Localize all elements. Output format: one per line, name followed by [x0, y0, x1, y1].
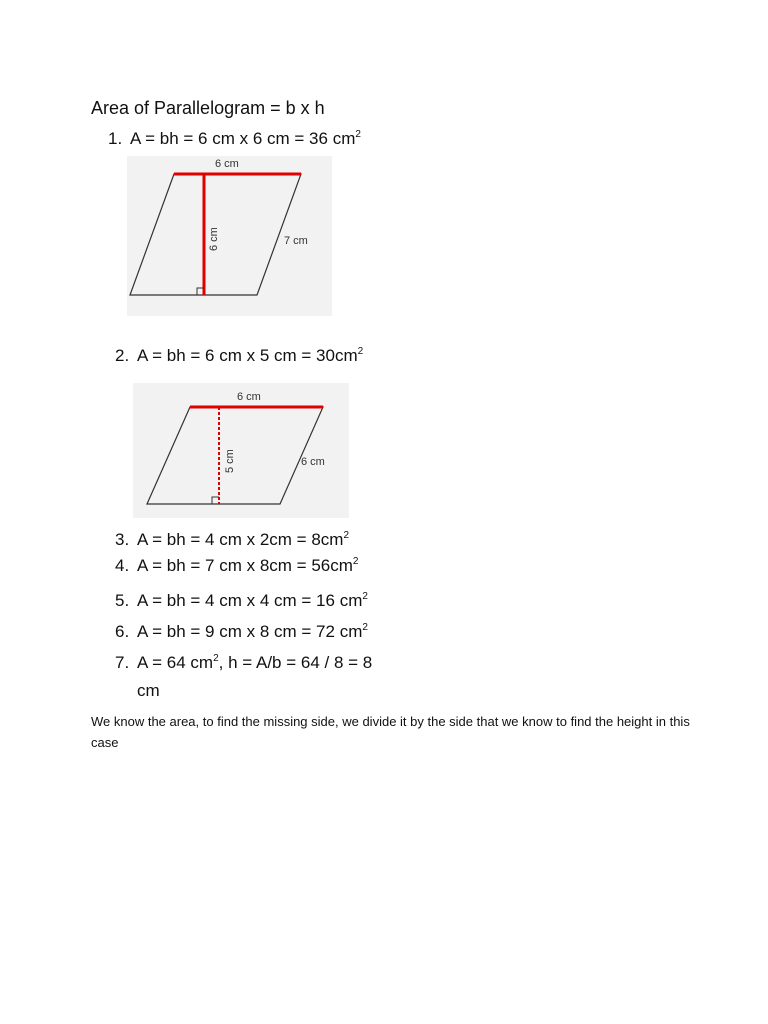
- problem-text: A = bh = 9 cm x 8 cm = 72 cm: [137, 622, 363, 641]
- exponent: 2: [362, 622, 368, 633]
- exponent: 2: [357, 346, 364, 357]
- page-title: Area of Parallelogram = b x h: [91, 98, 325, 118]
- problem-7-wrap: cm: [137, 681, 160, 700]
- problem-number: 7.: [115, 653, 130, 672]
- exponent: 2: [355, 129, 361, 140]
- problem-5: [115, 590, 368, 612]
- problem-text: A = 64 cm: [137, 653, 214, 672]
- problem-text: A = bh = 6 cm x 5 cm = 30cm: [137, 346, 358, 365]
- exponent: 2: [343, 530, 350, 541]
- side-label: 7 cm: [284, 235, 308, 247]
- side-label: 6 cm: [301, 456, 325, 468]
- exponent: 2: [213, 653, 219, 664]
- base-label: 6 cm: [215, 158, 239, 170]
- problem-number: 1.: [108, 129, 123, 148]
- problem-text-continued: , h = A/b = 64 / 8 = 8: [218, 653, 373, 672]
- parallelogram-figure-1: [127, 156, 332, 316]
- problem-text: A = bh = 7 cm x 8cm = 56cm: [137, 556, 353, 575]
- exponent: 2: [352, 556, 359, 567]
- problem-4: [115, 555, 358, 577]
- problem-text: A = bh = 4 cm x 4 cm = 16 cm: [137, 591, 363, 610]
- problem-number: 3.: [115, 530, 130, 549]
- problem-7: [115, 652, 372, 674]
- problem-number: 2.: [115, 346, 130, 365]
- problem-2: [115, 345, 363, 367]
- problem-number: 4.: [115, 556, 130, 575]
- parallelogram-figure-2: [133, 383, 349, 518]
- base-label: 6 cm: [237, 391, 261, 403]
- explanation-note: We know the area, to find the missing side, we divide it by the side that we know to find the height in this case: [91, 714, 690, 750]
- problem-number: 5.: [115, 591, 130, 610]
- height-label: 6 cm: [208, 227, 220, 251]
- problem-number: 6.: [115, 622, 130, 641]
- problem-3: [115, 529, 349, 551]
- problem-1: [108, 128, 361, 150]
- height-label: 5 cm: [224, 449, 236, 473]
- problem-text: A = bh = 6 cm x 6 cm = 36 cm: [130, 129, 356, 148]
- problem-6: [115, 621, 368, 643]
- right-angle-mark: [212, 497, 219, 504]
- problem-text: A = bh = 4 cm x 2cm = 8cm: [137, 530, 344, 549]
- exponent: 2: [362, 591, 368, 602]
